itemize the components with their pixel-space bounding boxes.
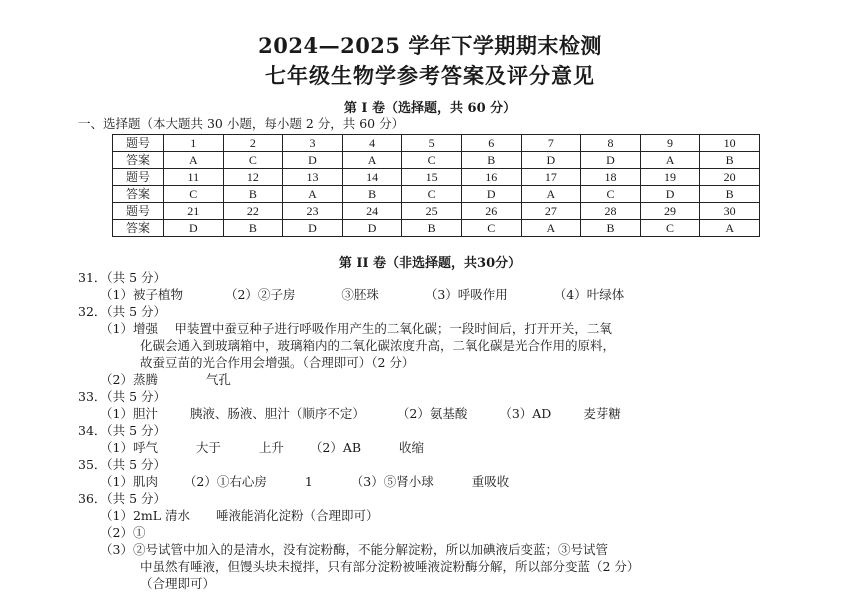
question-number-cell: 14 bbox=[342, 169, 402, 186]
question-number-cell: 7 bbox=[521, 135, 581, 152]
question-number-cell: 9 bbox=[640, 135, 700, 152]
answer-cell: C bbox=[402, 152, 462, 169]
q36-answer-conclusion: 唾液能消化淀粉（合理即可） bbox=[216, 508, 379, 523]
question-number-cell: 8 bbox=[581, 135, 641, 152]
q32-line-3: 故蚕豆苗的光合作用会增强。（合理即可）（2 分） bbox=[140, 355, 415, 370]
q32-answer-transpiration: （2）蒸腾 bbox=[100, 372, 158, 387]
question-number-cell: 11 bbox=[164, 169, 224, 186]
answer-cell: A bbox=[700, 220, 760, 237]
q36-line-4: 中虽然有唾液，但馒头块未搅拌，只有部分淀粉被唾液淀粉酶分解，所以部分变蓝（2 分） bbox=[140, 559, 640, 574]
row-label: 答案 bbox=[113, 186, 164, 203]
question-number-row bbox=[113, 203, 760, 220]
answer-cell: A bbox=[164, 152, 224, 169]
answer-row bbox=[113, 220, 760, 237]
question-number-cell: 12 bbox=[223, 169, 283, 186]
q34-heading: 34．（共 5 分） bbox=[78, 423, 167, 438]
q33-answer-3: （2）氨基酸 bbox=[396, 406, 468, 421]
question-number-cell: 25 bbox=[402, 203, 462, 220]
question-number-cell: 4 bbox=[342, 135, 402, 152]
q31-answer-3: ③胚珠 bbox=[341, 287, 379, 302]
answer-cell: C bbox=[223, 152, 283, 169]
q34-answer-2: 大于 bbox=[195, 440, 221, 455]
q31-answer-1: （1）被子植物 bbox=[100, 287, 183, 302]
question-number-cell: 13 bbox=[283, 169, 343, 186]
question-number-cell: 3 bbox=[283, 135, 343, 152]
question-number-cell: 17 bbox=[521, 169, 581, 186]
q35-answers bbox=[100, 474, 509, 490]
answer-cell: B bbox=[700, 152, 760, 169]
q33-answer-5: 麦芽糖 bbox=[583, 406, 621, 421]
q32-answer-stomata: 气孔 bbox=[205, 372, 231, 387]
question-number-cell: 5 bbox=[402, 135, 462, 152]
question-number-cell: 26 bbox=[461, 203, 521, 220]
q31-answers bbox=[100, 287, 624, 303]
question-number-row bbox=[113, 135, 760, 152]
q34-answers bbox=[100, 440, 424, 456]
answer-cell: A bbox=[283, 186, 343, 203]
answer-cell: D bbox=[581, 152, 641, 169]
answer-cell: D bbox=[283, 220, 343, 237]
section-label: 一、选择题（本大题共 30 小题，每小题 2 分，共 60 分） bbox=[78, 116, 405, 131]
part1-heading: 第 I 卷（选择题，共 60 分） bbox=[343, 101, 517, 116]
question-number-cell: 15 bbox=[402, 169, 462, 186]
q35-heading: 35．（共 5 分） bbox=[78, 457, 167, 472]
q35-answer-3: 1 bbox=[304, 474, 313, 489]
question-number-cell: 6 bbox=[461, 135, 521, 152]
row-label: 题号 bbox=[113, 203, 164, 220]
row-label: 答案 bbox=[113, 152, 164, 169]
q36-line-2: （2）① bbox=[100, 525, 146, 540]
answer-cell: B bbox=[342, 186, 402, 203]
answer-cell: B bbox=[581, 220, 641, 237]
question-number-cell: 29 bbox=[640, 203, 700, 220]
q32-line-2: 化碳会通入到玻璃箱中，玻璃箱内的二氧化碳浓度升高，二氧化碳是光合作用的原料， bbox=[140, 338, 616, 353]
answer-cell: B bbox=[461, 152, 521, 169]
q34-answer-4: （2）AB bbox=[309, 440, 362, 455]
q31-heading: 31．（共 5 分） bbox=[78, 270, 167, 285]
answer-cell: A bbox=[640, 152, 700, 169]
exam-subtitle: 七年级生物学参考答案及评分意见 bbox=[265, 63, 595, 88]
question-number-cell: 23 bbox=[283, 203, 343, 220]
question-number-cell: 19 bbox=[640, 169, 700, 186]
q31-answer-2: （2）②子房 bbox=[224, 287, 296, 302]
question-number-cell: 22 bbox=[223, 203, 283, 220]
q36-line-5: （合理即可） bbox=[140, 576, 216, 591]
answer-cell: C bbox=[581, 186, 641, 203]
answer-row bbox=[113, 152, 760, 169]
answer-cell: C bbox=[640, 220, 700, 237]
question-number-cell: 30 bbox=[700, 203, 760, 220]
question-number-cell: 28 bbox=[581, 203, 641, 220]
q32-heading: 32．（共 5 分） bbox=[78, 304, 167, 319]
q33-answer-1: （1）胆汁 bbox=[100, 406, 158, 421]
answer-cell: C bbox=[402, 186, 462, 203]
answer-cell: B bbox=[402, 220, 462, 237]
q36-answer-water: （1）2mL 清水 bbox=[100, 508, 191, 523]
q31-answer-5: （4）叶绿体 bbox=[553, 287, 625, 302]
question-number-cell: 20 bbox=[700, 169, 760, 186]
q35-answer-1: （1）肌肉 bbox=[100, 474, 158, 489]
question-number-cell: 21 bbox=[164, 203, 224, 220]
q34-answer-3: 上升 bbox=[258, 440, 284, 455]
answer-cell: B bbox=[700, 186, 760, 203]
answer-cell: D bbox=[283, 152, 343, 169]
q33-answers bbox=[100, 406, 621, 422]
q32-line-1: （1）增强 甲装置中蚕豆种子进行呼吸作用产生的二氧化碳；一段时间后，打开开关，二氧 bbox=[100, 321, 612, 336]
question-number-cell: 1 bbox=[164, 135, 224, 152]
answer-cell: D bbox=[640, 186, 700, 203]
answer-cell: B bbox=[223, 186, 283, 203]
q35-answer-4: （3）⑤肾小球 bbox=[350, 474, 434, 489]
answer-cell: D bbox=[461, 186, 521, 203]
q35-answer-2: （2）①右心房 bbox=[183, 474, 267, 489]
answer-cell: A bbox=[521, 220, 581, 237]
q36-line-3: （3）②号试管中加入的是清水，没有淀粉酶，不能分解淀粉，所以加碘液后变蓝；③号试管 bbox=[100, 542, 608, 557]
answer-cell: A bbox=[521, 186, 581, 203]
part2-heading: 第 II 卷（非选择题，共30分） bbox=[338, 256, 522, 271]
answer-cell: B bbox=[223, 220, 283, 237]
answer-cell: A bbox=[342, 152, 402, 169]
answer-row bbox=[113, 186, 760, 203]
answer-cell: D bbox=[164, 220, 224, 237]
exam-title: 2024—2025 学年下学期期末检测 bbox=[258, 33, 602, 58]
q35-answer-5: 重吸收 bbox=[471, 474, 510, 489]
row-label: 题号 bbox=[113, 135, 164, 152]
row-label: 答案 bbox=[113, 220, 164, 237]
question-number-cell: 24 bbox=[342, 203, 402, 220]
q36-heading: 36．（共 5 分） bbox=[78, 491, 167, 506]
question-number-cell: 18 bbox=[581, 169, 641, 186]
question-number-cell: 10 bbox=[700, 135, 760, 152]
q34-answer-5: 收缩 bbox=[399, 440, 425, 455]
answer-table bbox=[112, 134, 760, 237]
row-label: 题号 bbox=[113, 169, 164, 186]
q31-answer-4: （3）呼吸作用 bbox=[424, 287, 508, 302]
question-number-cell: 2 bbox=[223, 135, 283, 152]
answer-cell: C bbox=[461, 220, 521, 237]
q33-heading: 33．（共 5 分） bbox=[78, 389, 167, 404]
q34-answer-1: （1）呼气 bbox=[100, 440, 158, 455]
q36-line-1 bbox=[100, 508, 379, 524]
q32-line-4 bbox=[100, 372, 231, 388]
answer-cell: D bbox=[342, 220, 402, 237]
answer-cell: D bbox=[521, 152, 581, 169]
question-number-row bbox=[113, 169, 760, 186]
q33-answer-2: 胰液、肠液、胆汁（顺序不定） bbox=[189, 406, 365, 421]
answer-cell: C bbox=[164, 186, 224, 203]
question-number-cell: 27 bbox=[521, 203, 581, 220]
question-number-cell: 16 bbox=[461, 169, 521, 186]
q33-answer-4: （3）AD bbox=[499, 406, 552, 421]
